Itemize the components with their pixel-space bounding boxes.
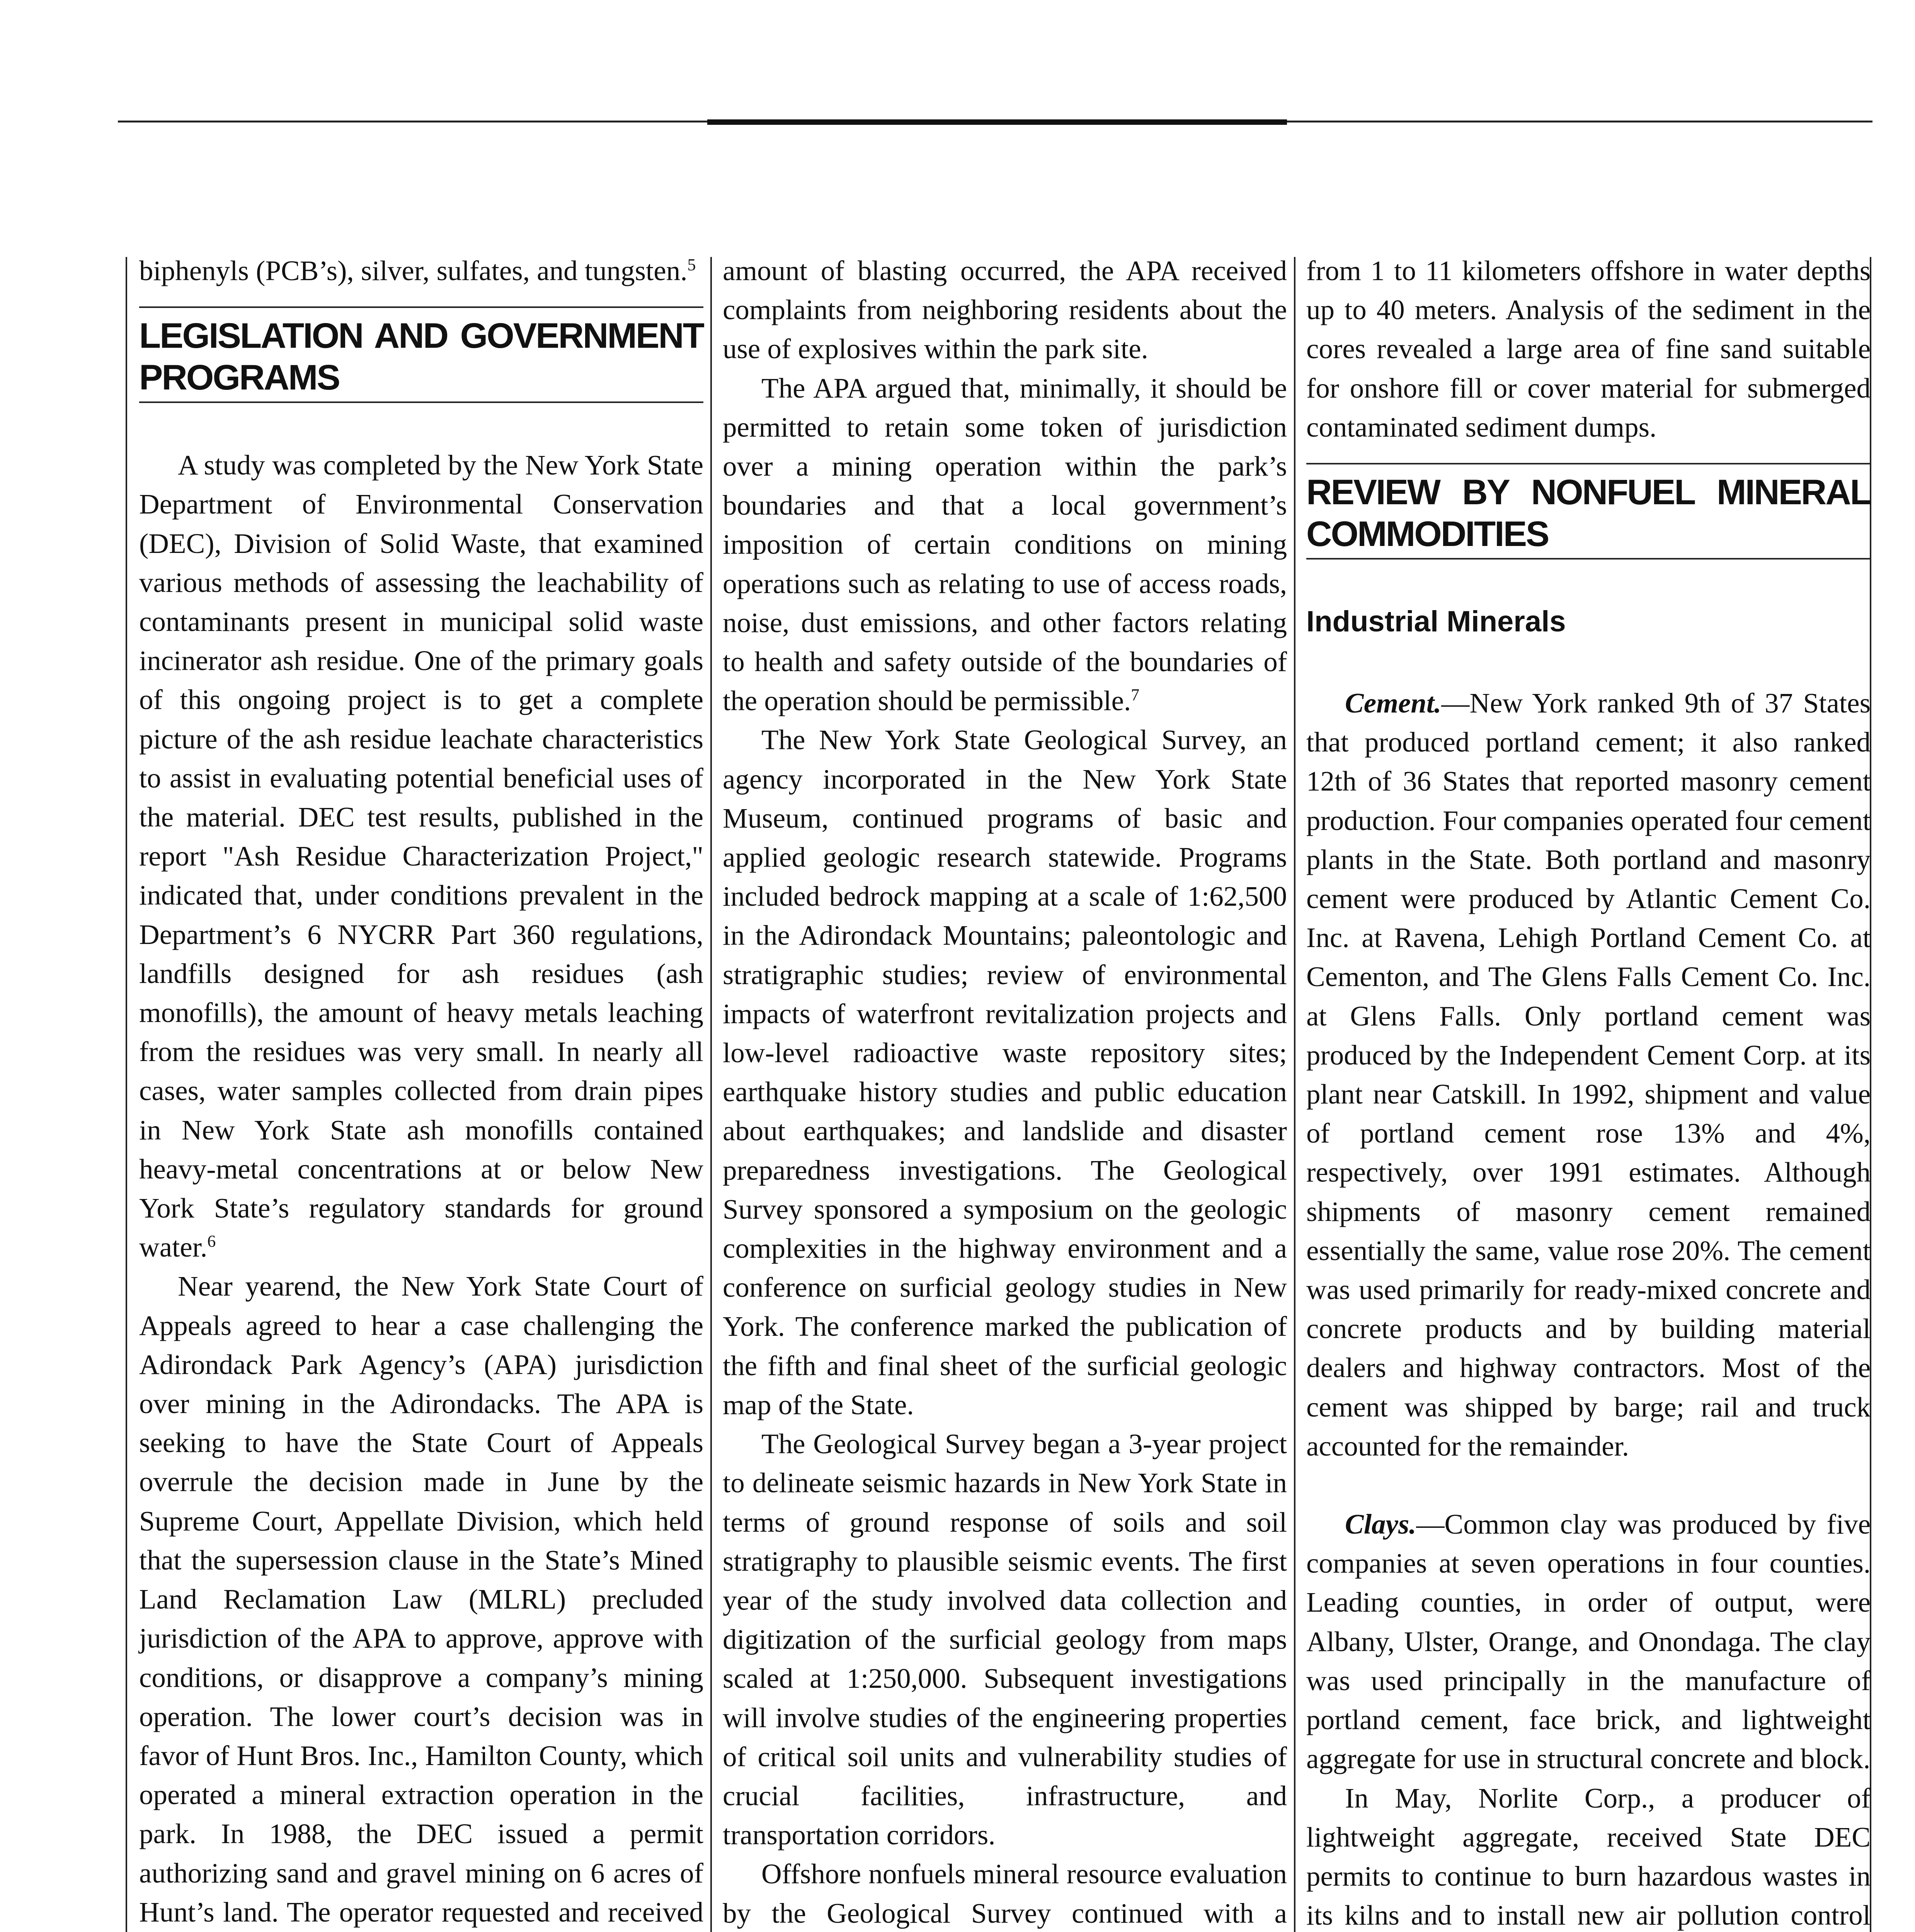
paragraph-continued: biphenyls (PCB’s), silver, sulfates, and tungsten.$^5$ (139, 255, 696, 286)
column-rule (710, 257, 712, 1932)
subsection-heading: Industrial Minerals (1306, 605, 1566, 638)
paragraph-cement: Cement.—New York ranked 9th of 37 States that produced portland cement; it also ranked 12th of 36 States that reported masonry cement production. Four companies operated four cement plants in the State. Both portland and masonry cement were produced by Atlantic Cement Co. Inc. at Ravena, Lehigh Portland Cement Co. at Cementon, and The Glens Falls Cement Co. Inc. at Glens Falls. Only portland cement was produced by the Independent Cement Corp. at its plant near Catskill. In 1992, shipment and value of portland cement rose 13% and 4%, respectively, over 1991 estimates. Although shipments of masonry cement remained essentially the same, value rose 20%. The cement was used primarily for ready-mixed concrete and concrete products and by building material dealers and highway contractors. Most of the cement was shipped by barge; rail and truck accounted for the remainder. (1306, 687, 1871, 1462)
section-heading: REVIEW BY NONFUEL MINERAL COMMODITIES (1306, 463, 1871, 560)
footnote-ref: 7 (1131, 685, 1140, 704)
paragraph: A study was completed by the New York State Department of Environmental Conservation (DEC), Division of Solid Waste, that examined various methods of assessing the leachability of contaminants present in municipal solid waste incinerator ash residue. One of the primary goals of this ongoing project is to get a complete picture of the ash residue leachate characteristics to assist in evaluating potential beneficial uses of the material. DEC test results, published in the report "Ash Residue Characterization Project," indicated that, under conditions prevalent in the Department’s 6 NYCRR Part 360 regulations, landfills designed for ash residues (ash monofills), the amount of heavy metals leaching from the residues was very small. In nearly all cases, water samples collected from drain pipes in New York State ash monofills contained heavy-metal concentrations at or below New York State’s regulatory standards for ground water.$^6$ (139, 449, 703, 1263)
paragraph-continued: amount of blasting occurred, the APA received complaints from neighboring residents about the use of explosives within the park site. (723, 255, 1287, 365)
paragraph: The APA argued that, minimally, it should be permitted to retain some token of jurisdiction over a mining operation within the park’s boundaries and that a local government’s imposition of certain conditions on mining operations such as relating to use of access roads, noise, dust emissions, and other factors relating to health and safety outside of the boundaries of the operation should be permissible.$^7$ (723, 372, 1287, 717)
paragraph: Offshore nonfuels mineral resource evaluation by the Geological Survey continued with a (723, 1858, 1287, 1929)
paragraph: The Geological Survey began a 3-year project to delineate seismic hazards in New York State in terms of ground response of soils and soil stratigraphy to plausible seismic events. The first year of the study involved data collection and digitization of the surficial geology from maps scaled at 1:250,000. Subsequent investigations will involve studies of the engineering properties of critical soil units and vulnerability studies of crucial facilities, infrastructure, and transportation corridors. (723, 1428, 1287, 1851)
section-heading: LEGISLATION AND GOVERNMENT PROGRAMS (139, 306, 703, 403)
run-in-heading: Clays. (1345, 1509, 1416, 1540)
paragraph: In May, Norlite Corp., a producer of lightweight aggregate, received State DEC permits to continue to burn hazardous wastes in its kilns and to install new air pollution control (1306, 1782, 1871, 1931)
paragraph-clays: Clays.—Common clay was produced by five companies at seven operations in four counties. Leading counties, in order of output, were Albany, Ulster, Orange, and Onondaga. The clay was used principally in the manufacture of portland cement, face brick, and lightweight aggregate for use in structural concrete and block. (1306, 1509, 1871, 1775)
column-3 (1306, 251, 1871, 1932)
column-rule (1294, 257, 1295, 1932)
footnote-ref: 5 (687, 255, 696, 274)
column-rule (126, 257, 127, 1932)
run-in-heading: Cement. (1345, 687, 1442, 719)
footnote-ref: 6 (207, 1232, 216, 1251)
paragraph-continued: from 1 to 11 kilometers offshore in water depths up to 40 meters. Analysis of the sediment in the cores revealed a large area of fine sand suitable for onshore fill or cover material for submerged contaminated sediment dumps. (1306, 255, 1871, 443)
column-1 (139, 251, 703, 1932)
paragraph: Near yearend, the New York State Court of Appeals agreed to hear a case challenging the Adirondack Park Agency’s (APA) jurisdiction over mining in the Adirondacks. The APA is seeking to have the State Court of Appeals overrule the decision made in June by the Supreme Court, Appellate Division, which held that the supersession clause in the State’s Mined Land Reclamation Law (MLRL) precluded jurisdiction of the APA to approve, approve with conditions, or disapprove a company’s mining operation. The lower court’s decision was in favor of Hunt Bros. Inc., Hamilton County, which operated a mineral extraction operation in the park. In 1988, the DEC issued a permit authorizing sand and gravel mining on 6 acres of Hunt’s land. The operator requested and received (139, 1270, 703, 1928)
paragraph: The New York State Geological Survey, an agency incorporated in the New York State Museum, continued programs of basic and applied geologic research statewide. Programs included bedrock mapping at a scale of 1:62,500 in the Adirondack Mountains; paleontologic and stratigraphic studies; review of environmental impacts of waterfront revitalization projects and low-level radioactive waste repository sites; earthquake history studies and public education about earthquakes; and landslide and disaster preparedness investigations. The Geological Survey sponsored a symposium on the geologic complexities in the highway environment and a conference on surficial geology studies in New York. The conference marked the publication of the fifth and final sheet of the surficial geologic map of the State. (723, 724, 1287, 1420)
top-rule-accent (707, 119, 1287, 125)
column-2 (723, 251, 1287, 1932)
